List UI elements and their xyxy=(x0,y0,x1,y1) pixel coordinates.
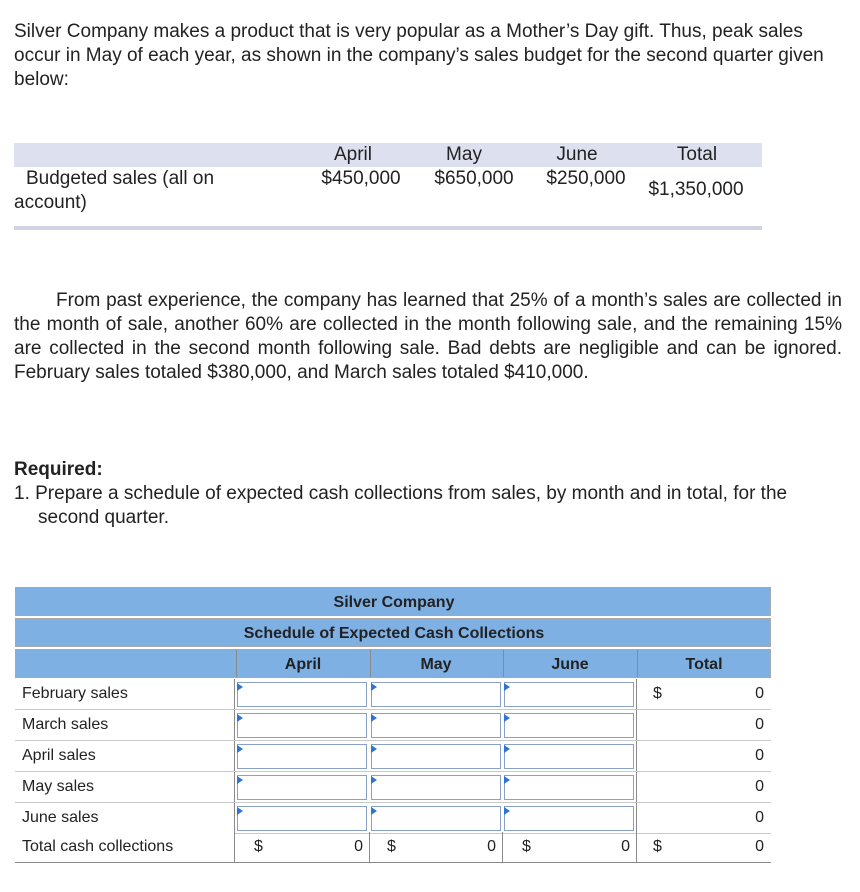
budget-col-may: May xyxy=(446,144,482,165)
schedule-col-april: April xyxy=(284,656,322,673)
row-label: May sales xyxy=(15,772,235,802)
schedule-company-row xyxy=(15,587,771,616)
schedule-column-header-row xyxy=(15,649,771,678)
input-marker-icon xyxy=(237,776,243,784)
input-marker-icon xyxy=(237,683,243,691)
budget-divider xyxy=(14,226,762,230)
budget-row-label: Budgeted sales (all on account) xyxy=(14,168,215,213)
currency-symbol: $ xyxy=(653,838,662,855)
february-april-input[interactable] xyxy=(237,682,367,707)
schedule-col-june: June xyxy=(551,656,589,673)
april-total: 0 xyxy=(755,747,764,764)
input-marker-icon xyxy=(237,807,243,815)
currency-symbol: $ xyxy=(254,838,263,855)
budget-value-april: $450,000 xyxy=(321,168,401,189)
table-row-may-sales xyxy=(15,772,771,803)
intro-paragraph: Silver Company makes a product that is very popular as a Mother’s Day gift. Thus, peak sales occur in May of each year, as shown in the company’s sales budget for the second quarter given below: xyxy=(14,21,824,90)
input-marker-icon xyxy=(371,807,377,815)
table-row-total-cash-collections xyxy=(15,832,771,863)
february-total: 0 xyxy=(755,685,764,702)
may-june-input[interactable] xyxy=(504,775,634,800)
currency-symbol: $ xyxy=(387,838,396,855)
budget-value-may: $650,000 xyxy=(434,168,514,189)
budget-value-june: $250,000 xyxy=(546,168,626,189)
schedule-col-total: Total xyxy=(685,656,723,673)
row-label: Total cash collections xyxy=(15,832,235,862)
row-label: February sales xyxy=(15,679,235,709)
february-may-input[interactable] xyxy=(371,682,501,707)
budget-col-total: Total xyxy=(676,144,718,165)
budget-value-total: $1,350,000 xyxy=(648,179,744,200)
input-marker-icon xyxy=(371,683,377,691)
may-april-input[interactable] xyxy=(237,775,367,800)
total-april: 0 xyxy=(354,838,363,855)
currency-symbol: $ xyxy=(653,685,662,702)
table-row-june-sales xyxy=(15,803,771,834)
may-may-input[interactable] xyxy=(371,775,501,800)
row-label: April sales xyxy=(15,741,235,771)
input-marker-icon xyxy=(371,776,377,784)
schedule-company-name: Silver Company xyxy=(333,594,455,611)
april-june-input[interactable] xyxy=(504,744,634,769)
cash-collections-schedule xyxy=(15,587,771,862)
required-item-1: 1. Prepare a schedule of expected cash collections from sales, by month and in total, for the second quarter. xyxy=(14,483,788,528)
june-may-input[interactable] xyxy=(371,806,501,831)
schedule-col-may: May xyxy=(420,656,452,673)
collection-info-paragraph: From past experience, the company has learned that 25% of a month’s sales are collected in the month of sale, another 60% are collected in the month following sale, and the remaining 15% are collected in the second month following sale. Bad debts are negligible and can be ignored. February sales totaled $380,000, and March sales totaled $410,000. xyxy=(14,290,842,383)
schedule-title-row xyxy=(15,618,771,647)
june-june-input[interactable] xyxy=(504,806,634,831)
budget-header-band xyxy=(14,143,762,167)
march-june-input[interactable] xyxy=(504,713,634,738)
required-heading: Required: xyxy=(14,459,103,480)
row-label: June sales xyxy=(15,803,235,833)
input-marker-icon xyxy=(371,714,377,722)
june-april-input[interactable] xyxy=(237,806,367,831)
february-june-input[interactable] xyxy=(504,682,634,707)
march-april-input[interactable] xyxy=(237,713,367,738)
input-marker-icon xyxy=(504,714,510,722)
total-june: 0 xyxy=(621,838,630,855)
row-label: March sales xyxy=(15,710,235,740)
input-marker-icon xyxy=(237,745,243,753)
total-total: 0 xyxy=(755,838,764,855)
april-april-input[interactable] xyxy=(237,744,367,769)
budget-col-june: June xyxy=(556,144,598,165)
input-marker-icon xyxy=(237,714,243,722)
input-marker-icon xyxy=(504,776,510,784)
table-row-february-sales xyxy=(15,679,771,710)
table-row-march-sales xyxy=(15,710,771,741)
input-marker-icon xyxy=(504,745,510,753)
march-may-input[interactable] xyxy=(371,713,501,738)
schedule-title: Schedule of Expected Cash Collections xyxy=(243,625,545,642)
input-marker-icon xyxy=(504,683,510,691)
march-total: 0 xyxy=(755,716,764,733)
input-marker-icon xyxy=(371,745,377,753)
input-marker-icon xyxy=(504,807,510,815)
currency-symbol: $ xyxy=(522,838,531,855)
table-row-april-sales xyxy=(15,741,771,772)
june-total: 0 xyxy=(755,809,764,826)
april-may-input[interactable] xyxy=(371,744,501,769)
may-total: 0 xyxy=(755,778,764,795)
budget-col-april: April xyxy=(333,144,373,165)
total-may: 0 xyxy=(487,838,496,855)
